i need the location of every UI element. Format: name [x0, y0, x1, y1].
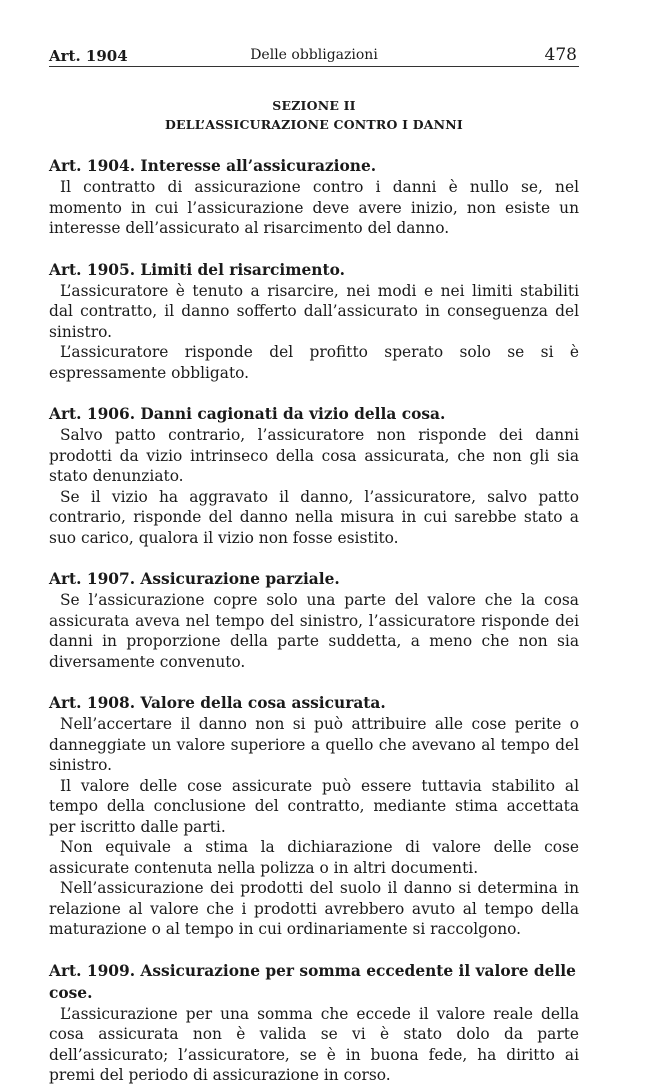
article — [49, 403, 579, 548]
article-title: Art. 1904. Interesse all’assicurazione. — [49, 157, 377, 175]
page-number: 478 — [544, 45, 577, 65]
article-title: Art. 1908. Valore della cosa assicurata. — [49, 694, 386, 712]
running-header — [49, 0, 579, 67]
header-article-ref: Art. 1904 — [49, 47, 128, 65]
section-heading — [49, 96, 579, 134]
article-paragraph: Se il vizio ha aggravato il danno, l’assicuratore, salvo patto contrario, risponde del danno nella misura in cui sarebbe stato a suo carico, qualora il vizio non fosse esistito. — [49, 487, 579, 547]
section-number: SEZIONE II — [272, 98, 356, 113]
article-title: Art. 1909. Assicurazione per somma eccedente il valore delle cose. — [49, 961, 576, 1002]
article-title: Art. 1905. Limiti del risarcimento. — [49, 260, 345, 279]
article — [49, 259, 579, 384]
article-paragraph: Nell’assicurazione dei prodotti del suolo il danno si determina in relazione al valore che i prodotti avrebbero avuto al tempo della maturazione o al tempo in cui ordinariamente si raccolgono. — [49, 879, 579, 938]
article-paragraph: Non equivale a stima la dichiarazione di valore delle cose assicurate contenuta nella polizza o in altri documenti. — [49, 838, 579, 877]
header-chapter-title: Delle obbligazioni — [250, 47, 378, 63]
article — [49, 155, 579, 239]
article — [49, 568, 579, 672]
article — [49, 960, 579, 1086]
article — [49, 692, 579, 940]
book-page — [49, 0, 579, 1086]
article-paragraph: Il valore delle cose assicurate può essere tuttavia stabilito al tempo della conclusione del contratto, mediante stima accettata per iscritto dalle parti. — [49, 776, 579, 836]
section-title: DELL’ASSICURAZIONE CONTRO I DANNI — [165, 117, 463, 132]
article-paragraph: Salvo patto contrario, l’assicuratore non risponde dei danni prodotti da vizio intrinseco della cosa assicurata, che non gli sia stato denunziato. — [49, 426, 579, 485]
article-paragraph: L’assicurazione per una somma che eccede il valore reale della cosa assicurata non è valida se vi è stato dolo da parte dell’assicurato; l’assicuratore, se è in buona fede, ha diritto ai premi del periodo di assicurazione in corso. — [49, 1004, 579, 1084]
article-paragraph: L’assicuratore risponde del profitto sperato solo se si è espressamente obbligato. — [49, 343, 579, 382]
article-title: Art. 1907. Assicurazione parziale. — [49, 570, 340, 588]
article-list — [49, 155, 579, 1086]
article-paragraph: Il contratto di assicurazione contro i danni è nullo se, nel momento in cui l’assicurazione deve avere inizio, non esiste un interesse dell’assicurato al risarcimento del danno. — [49, 178, 579, 237]
article-paragraph: L’assicuratore è tenuto a risarcire, nei modi e nei limiti stabiliti dal contratto, il danno sofferto dall’assicurato in conseguenza del sinistro. — [49, 281, 579, 341]
article-paragraph: Se l’assicurazione copre solo una parte del valore che la cosa assicurata aveva nel tempo del sinistro, l’assicuratore risponde dei danni in proporzione della parte suddetta, a meno che non sia diversamente convenuto. — [49, 591, 579, 671]
article-paragraph: Nell’accertare il danno non si può attribuire alle cose perite o danneggiate un valore superiore a quello che avevano al tempo del sinistro. — [49, 715, 579, 774]
article-title: Art. 1906. Danni cagionati da vizio della cosa. — [49, 405, 446, 423]
